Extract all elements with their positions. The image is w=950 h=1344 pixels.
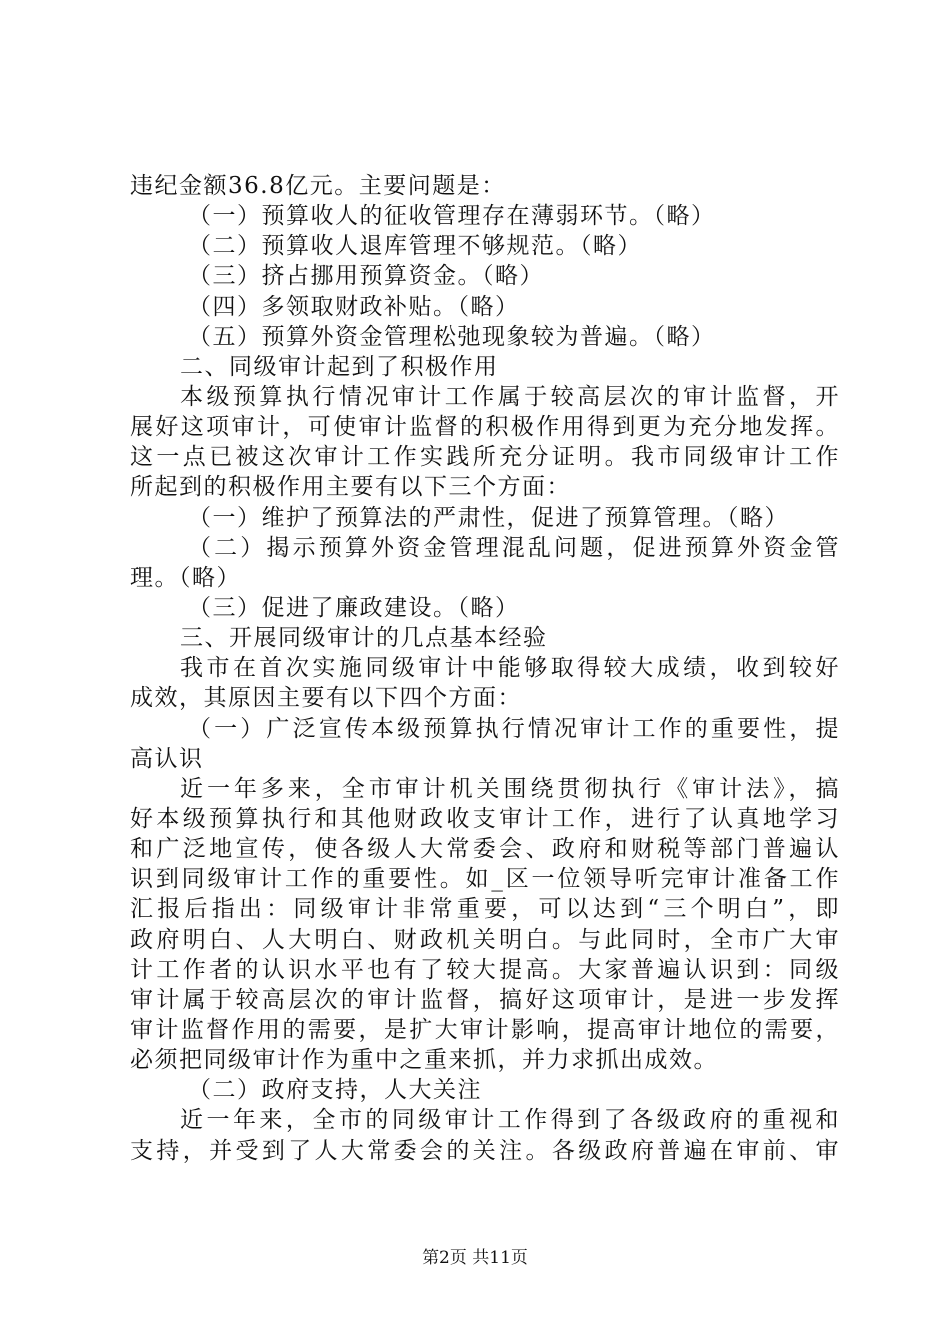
text-line: 识到同级审计工作的重要性。如_区一位领导听完审计准备工作 bbox=[130, 866, 840, 893]
text-line: （四）多领取财政补贴。（略） bbox=[188, 293, 520, 320]
text-line: 展好这项审计，可使审计监督的积极作用得到更为充分地发挥。 bbox=[130, 414, 840, 441]
text-line: 支持，并受到了人大常委会的关注。各级政府普遍在审前、审 bbox=[130, 1137, 840, 1164]
text-line: （二）揭示预算外资金管理混乱问题，促进预算外资金管 bbox=[188, 534, 840, 561]
text-line: （二）政府支持，人大关注 bbox=[188, 1077, 482, 1104]
text-line: 政府明白、人大明白、财政机关明白。与此同时，全市广大审 bbox=[130, 926, 840, 953]
text-line: （三）促进了廉政建设。（略） bbox=[188, 594, 520, 621]
text-line: 违纪金额36.8亿元。主要问题是： bbox=[130, 173, 506, 199]
text-line: 计工作者的认识水平也有了较大提高。大家普遍认识到：同级 bbox=[130, 956, 840, 983]
text-line: 和广泛地宣传，使各级人大常委会、政府和财税等部门普遍认 bbox=[130, 836, 840, 863]
text-line: 审计监督作用的需要，是扩大审计影响，提高审计地位的需要， bbox=[130, 1016, 840, 1043]
text-line: 近一年多来，全市审计机关围绕贯彻执行《审计法》，搞 bbox=[180, 775, 840, 802]
text-line: 三、开展同级审计的几点基本经验 bbox=[180, 625, 548, 652]
text-line: 好本级预算执行和其他财政收支审计工作，进行了认真地学习 bbox=[130, 805, 840, 832]
text-line: 成效，其原因主要有以下四个方面： bbox=[130, 685, 522, 712]
text-line: （一）广泛宣传本级预算执行情况审计工作的重要性，提 bbox=[188, 715, 840, 742]
text-line: 审计属于较高层次的审计监督，搞好这项审计，是进一步发挥 bbox=[130, 986, 840, 1013]
text-line: （三）挤占挪用预算资金。（略） bbox=[188, 263, 544, 290]
text-line: （一）维护了预算法的严肃性，促进了预算管理。（略） bbox=[188, 504, 789, 531]
text-line: 理。（略） bbox=[130, 564, 241, 591]
text-line: 所起到的积极作用主要有以下三个方面： bbox=[130, 474, 571, 501]
text-line: （五）预算外资金管理松弛现象较为普遍。（略） bbox=[188, 323, 716, 350]
text-line: 二、同级审计起到了积极作用 bbox=[180, 353, 499, 380]
text-line: （二）预算收人退库管理不够规范。（略） bbox=[188, 233, 642, 260]
text-line: 必须把同级审计作为重中之重来抓，并力求抓出成效。 bbox=[130, 1047, 718, 1074]
page-footer: 第2页 共11页 bbox=[422, 1248, 528, 1268]
text-line: 这一点已被这次审计工作实践所充分证明。我市同级审计工作 bbox=[130, 444, 840, 471]
text-line: 汇报后指出：同级审计非常重要，可以达到“三个明白”，即 bbox=[130, 896, 840, 923]
document-body bbox=[130, 171, 840, 1166]
text-line: 我市在首次实施同级审计中能够取得较大成绩，收到较好 bbox=[180, 655, 840, 682]
text-line: 本级预算执行情况审计工作属于较高层次的审计监督，开 bbox=[180, 383, 840, 410]
text-line: （一）预算收人的征收管理存在薄弱环节。（略） bbox=[188, 203, 716, 230]
text-line: 近一年来，全市的同级审计工作得到了各级政府的重视和 bbox=[180, 1107, 840, 1134]
text-line: 高认识 bbox=[130, 745, 204, 772]
